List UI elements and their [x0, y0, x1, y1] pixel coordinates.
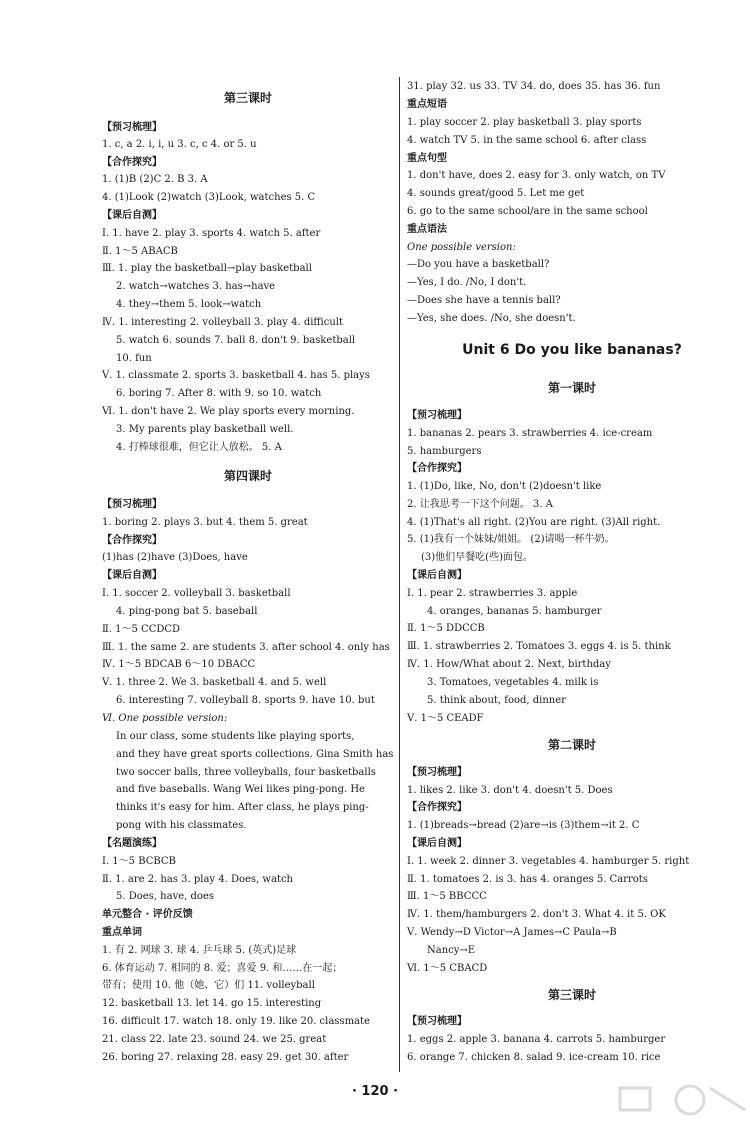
answer-line: Ⅳ. 1. How/What about 2. Next, birthday: [407, 659, 611, 670]
answer-line: Ⅳ. 1～5 BDCAB 6～10 DBACC: [102, 659, 256, 670]
answer-line: 6. orange 7. chicken 8. salad 9. ice-cream 10. rice: [407, 1052, 661, 1063]
answer-line: 4. ping-pong bat 5. baseball: [116, 606, 258, 617]
subsection-label: 【预习梳理】: [407, 767, 467, 778]
answer-line: Ⅵ. 1～5 CBACD: [407, 963, 488, 974]
subsection-label: 单元整合 · 评价反馈: [102, 909, 193, 920]
section-heading: 第三课时: [547, 988, 596, 1002]
answer-line: 4. (1)That's all right. (2)You are right. (3)All right.: [407, 517, 661, 528]
answer-line: 1. 有 2. 网球 3. 球 4. 乒乓球 5. (英式)足球: [102, 945, 297, 956]
answer-line: Ⅴ. 1. classmate 2. sports 3. basketball 4. has 5. plays: [102, 370, 370, 381]
answer-line: —Does she have a tennis ball?: [407, 295, 561, 306]
answer-line: —Yes, I do. /No, I don't.: [407, 277, 527, 288]
answer-line: 4. watch TV 5. in the same school 6. after class: [407, 135, 647, 146]
answer-line: Ⅰ. 1～5 BCBCB: [102, 856, 176, 867]
answer-line: 12. basketball 13. let 14. go 15. interesting: [102, 998, 322, 1009]
answer-line: 31. play 32. us 33. TV 34. do, does 35. has 36. fun: [407, 81, 661, 92]
section-heading: 第三课时: [223, 91, 272, 105]
answer-line: 3. Tomatoes, vegetables 4. milk is: [427, 677, 599, 688]
answer-line: Ⅱ. 1. tomatoes 2. is 3. has 4. oranges 5. Carrots: [407, 874, 648, 885]
answer-line: 4. (1)Look (2)watch (3)Look, watches 5. C: [102, 192, 316, 203]
answer-line: thinks it's easy for him. After class, he plays ping-: [116, 802, 369, 813]
answer-line: 1. play soccer 2. play basketball 3. play sports: [407, 117, 642, 128]
answer-line: —Do you have a basketball?: [407, 259, 550, 270]
answer-line: Ⅱ. 1～5 CCDCD: [102, 624, 181, 635]
answer-line: pong with his classmates.: [116, 820, 247, 831]
answer-line: 21. class 22. late 23. sound 24. we 25. great: [102, 1034, 327, 1045]
subsection-label: 重点语法: [407, 224, 447, 235]
answer-line: 1. likes 2. like 3. don't 4. doesn't 5. Does: [407, 785, 613, 796]
answer-line: 4. oranges, bananas 5. hamburger: [427, 606, 602, 617]
answer-line: 5. hamburgers: [407, 446, 482, 457]
answer-line: and they have great sports collections. Gina Smith has: [116, 749, 394, 760]
subsection-label: 重点短语: [407, 99, 447, 110]
answer-line: 5. think about, food, dinner: [427, 695, 566, 706]
answer-line: and five baseballs. Wang Wei likes ping-pong. He: [116, 784, 365, 795]
answer-line: 4. sounds great/good 5. Let me get: [407, 188, 585, 199]
subsection-label: 【名题演练】: [102, 838, 162, 849]
answer-line: 26. boring 27. relaxing 28. easy 29. get 30. after: [102, 1052, 349, 1063]
answer-line: 1. don't have, does 2. easy for 3. only watch, on TV: [407, 170, 666, 181]
subsection-label: 【预习梳理】: [407, 410, 467, 421]
answer-line: 1. c, a 2. i, i, u 3. c, c 4. or 5. u: [102, 139, 257, 150]
answer-line: (1)has (2)have (3)Does, have: [102, 552, 248, 563]
answer-line: Nancy→E: [427, 945, 476, 956]
subsection-label: 【课后自测】: [407, 570, 467, 581]
subsection-label: 重点句型: [407, 153, 447, 164]
answer-line: 带有；使用 10. 他（她、它）们 11. volleyball: [102, 980, 315, 991]
answer-line: 1. (1)breads→bread (2)are→is (3)them→it 2. C: [407, 820, 640, 831]
answer-line: Ⅱ. 1～5 DDCCB: [407, 623, 485, 634]
answer-line: 5. watch 6. sounds 7. ball 8. don't 9. basketball: [116, 335, 356, 346]
answer-line: Ⅵ. One possible version:: [102, 713, 228, 724]
subsection-label: 【合作探究】: [407, 463, 467, 474]
column-divider: [399, 77, 400, 1072]
subsection-label: 【预习梳理】: [102, 499, 162, 510]
section-heading: Unit 6 Do you like bananas?: [462, 342, 682, 358]
section-heading: 第二课时: [547, 738, 596, 752]
answer-line: 5. (1)我有一个妹妹/姐姐。 (2)请喝一杯牛奶。: [407, 534, 615, 545]
answer-line: Ⅴ. Wendy→D Victor→A James→C Paula→B: [407, 927, 617, 938]
watermark-logo: [600, 1080, 750, 1124]
answer-line: Ⅲ. 1. the same 2. are students 3. after school 4. only has: [102, 642, 390, 653]
answer-line: two soccer balls, three volleyballs, four basketballs: [116, 767, 376, 778]
answer-line: 6. boring 7. After 8. with 9. so 10. watch: [116, 388, 322, 399]
answer-line: Ⅵ. 1. don't have 2. We play sports every morning.: [102, 406, 355, 417]
answer-line: 2. 让我思考一下这个问题。 3. A: [407, 499, 553, 510]
answer-line: 1. (1)B (2)C 2. B 3. A: [102, 174, 208, 185]
answer-line: 16. difficult 17. watch 18. only 19. like 20. classmate: [102, 1016, 370, 1027]
section-heading: 第四课时: [223, 469, 272, 483]
answer-line: 1. boring 2. plays 3. but 4. them 5. great: [102, 517, 308, 528]
subsection-label: 【课后自测】: [102, 210, 162, 221]
subsection-label: 【预习梳理】: [407, 1016, 467, 1027]
answer-line: Ⅳ. 1. them/hamburgers 2. don't 3. What 4. it 5. OK: [407, 909, 666, 920]
answer-line: One possible version:: [407, 242, 516, 253]
answer-line: 10. fun: [116, 353, 152, 364]
answer-line: Ⅰ. 1. pear 2. strawberries 3. apple: [407, 588, 578, 599]
subsection-label: 【合作探究】: [102, 535, 162, 546]
answer-line: Ⅰ. 1. soccer 2. volleyball 3. basketball: [102, 588, 291, 599]
answer-line: Ⅴ. 1. three 2. We 3. basketball 4. and 5. well: [102, 677, 327, 688]
section-heading: 第一课时: [547, 381, 596, 395]
answer-line: 6. interesting 7. volleyball 8. sports 9. have 10. but: [116, 695, 375, 706]
subsection-label: 【合作探究】: [407, 802, 467, 813]
answer-line: 4. 打棒球很难，但它让人放松。 5. A: [116, 442, 282, 453]
answer-line: Ⅲ. 1. play the basketball→play basketball: [102, 263, 312, 274]
answer-line: 2. watch→watches 3. has→have: [116, 281, 276, 292]
answer-line: 4. they→them 5. look→watch: [116, 299, 262, 310]
answer-line: In our class, some students like playing sports,: [116, 731, 355, 742]
answer-line: Ⅱ. 1～5 ABACB: [102, 246, 178, 257]
answer-line: 5. Does, have, does: [116, 891, 214, 902]
answer-line: Ⅴ. 1～5 CEADF: [407, 713, 484, 724]
answer-line: 6. go to the same school/are in the same school: [407, 206, 648, 217]
answer-line: Ⅲ. 1. strawberries 2. Tomatoes 3. eggs 4. is 5. think: [407, 641, 671, 652]
answer-line: 1. (1)Do, like, No, don't (2)doesn't like: [407, 481, 602, 492]
page-number: · 120 ·: [351, 1084, 399, 1099]
answer-line: Ⅰ. 1. week 2. dinner 3. vegetables 4. hamburger 5. right: [407, 856, 690, 867]
answer-line: 1. eggs 2. apple 3. banana 4. carrots 5. hamburger: [407, 1034, 666, 1045]
answer-line: 3. My parents play basketball well.: [116, 424, 294, 435]
answer-line: Ⅲ. 1～5 BBCCC: [407, 891, 487, 902]
answer-line: Ⅳ. 1. interesting 2. volleyball 3. play 4. difficult: [102, 317, 343, 328]
subsection-label: 【课后自测】: [407, 838, 467, 849]
answer-line: Ⅰ. 1. have 2. play 3. sports 4. watch 5. after: [102, 228, 321, 239]
answer-line: —Yes, she does. /No, she doesn't.: [407, 313, 576, 324]
subsection-label: 重点单词: [102, 927, 142, 938]
subsection-label: 【课后自测】: [102, 570, 162, 581]
answer-line: 1. bananas 2. pears 3. strawberries 4. ice-cream: [407, 428, 653, 439]
answer-line: Ⅱ. 1. are 2. has 3. play 4. Does, watch: [102, 874, 294, 885]
subsection-label: 【合作探究】: [102, 157, 162, 168]
subsection-label: 【预习梳理】: [102, 122, 162, 133]
answer-line: (3)他们早餐吃(些)面包。: [421, 552, 533, 563]
answer-line: 6. 体育运动 7. 相同的 8. 爱；喜爱 9. 和……在一起；: [102, 963, 343, 974]
